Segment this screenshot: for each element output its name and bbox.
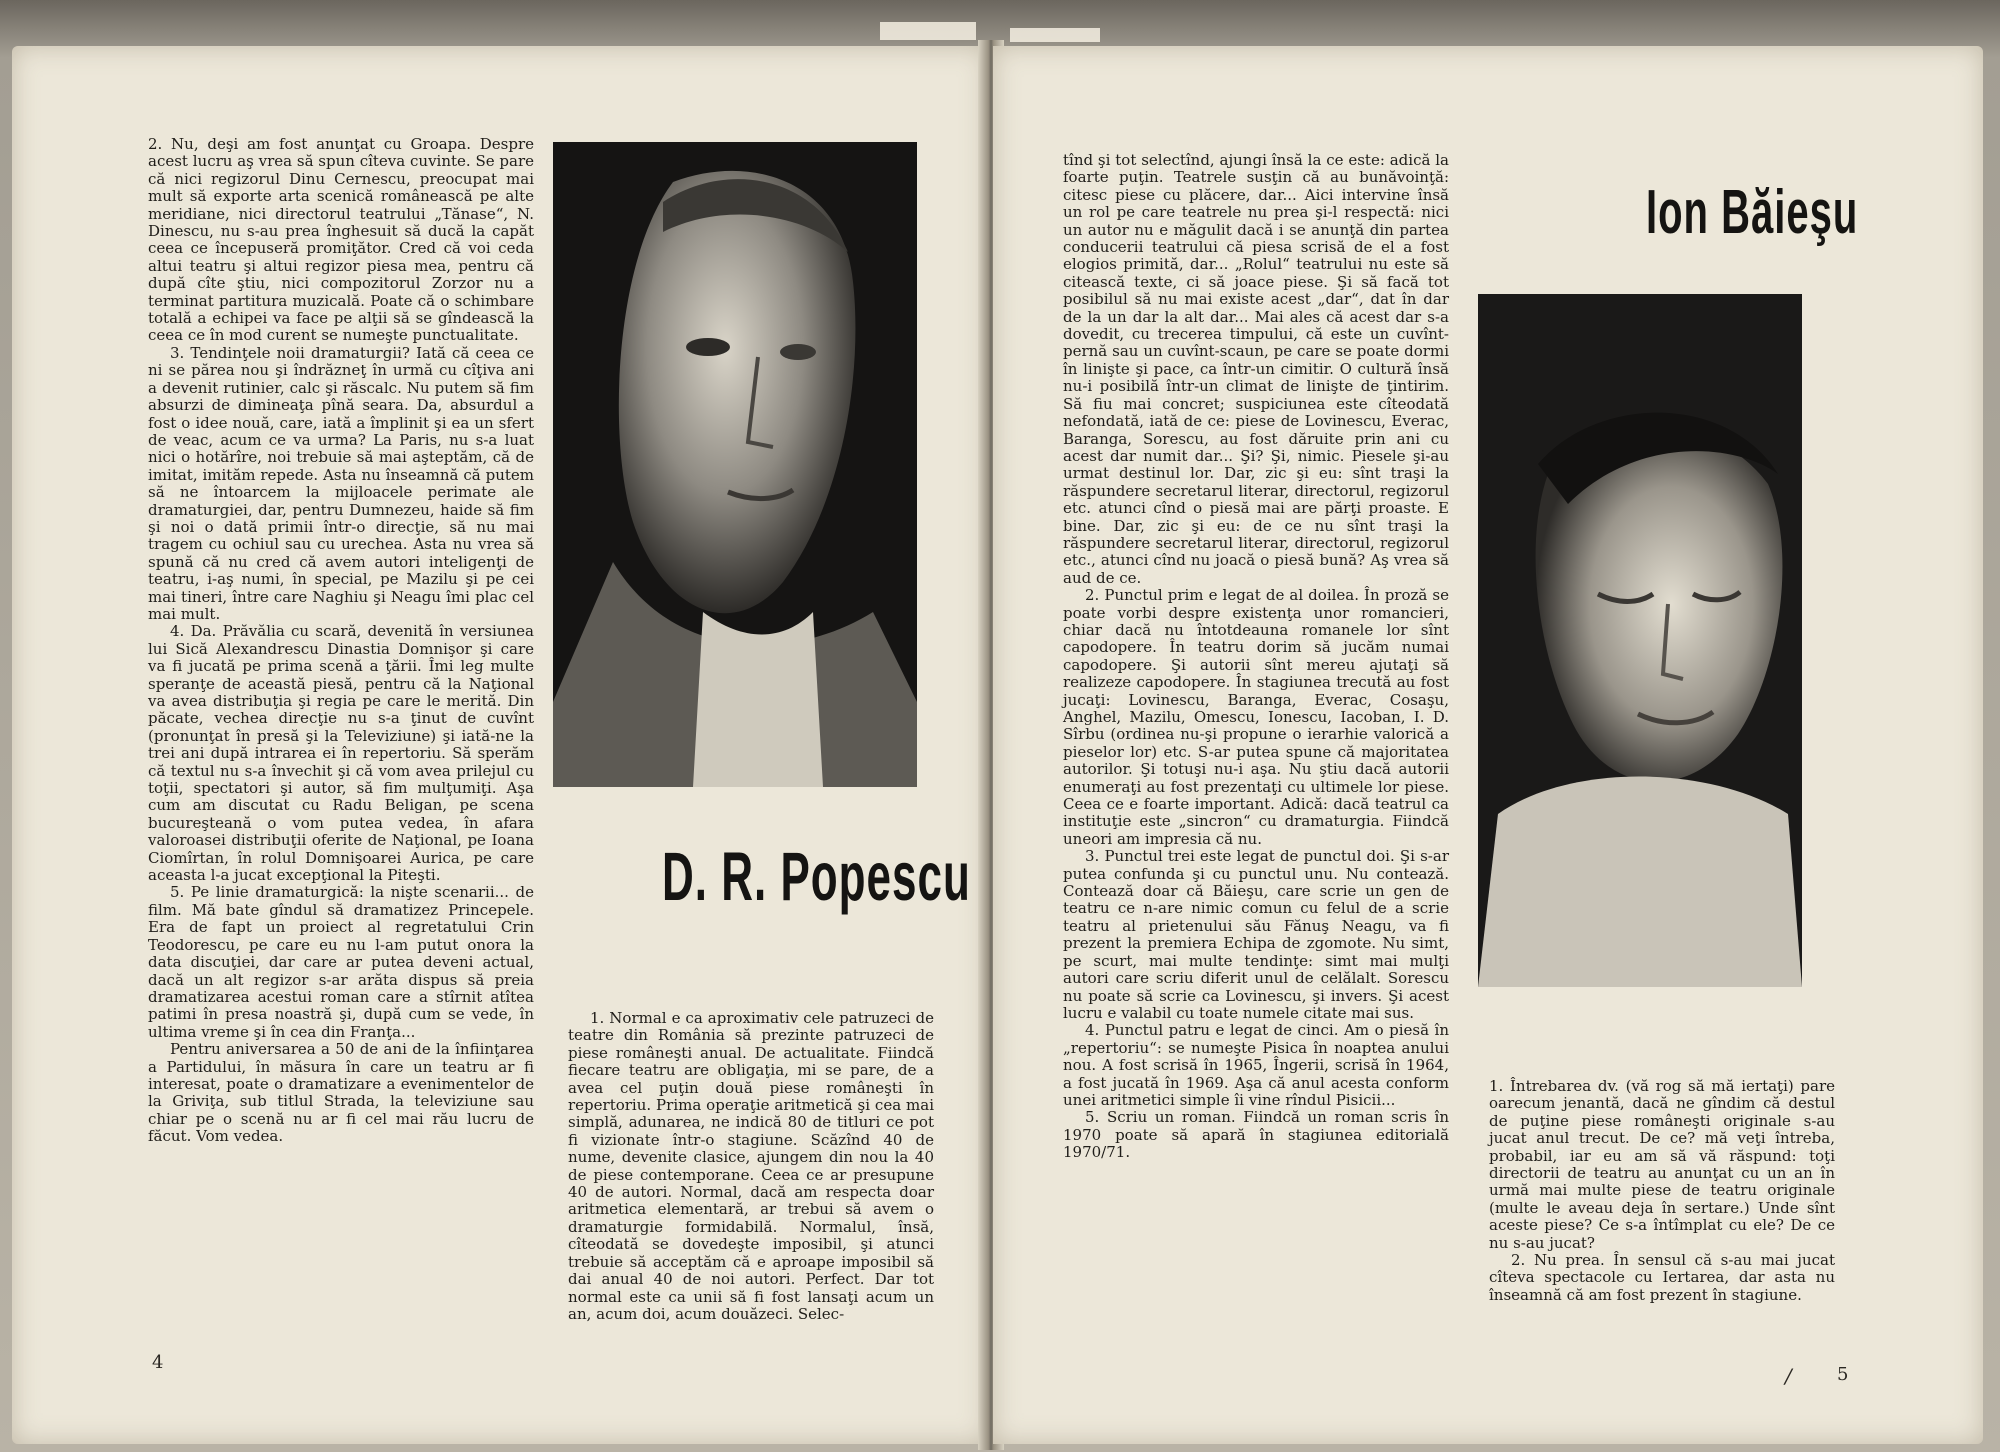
- paragraph: 4. Da. Prăvălia cu scară, devenită în versiunea lui Sică Alexandrescu Dinastia Domnişor şi care va fi jucată pe prima scenă a ţării. Îmi leg multe speranţe de această piesă, pentru că la Naţional va avea distribuţia şi regia pe care le merită. Din păcate, vechea direcţie nu s-a ţinut de cuvînt (pronunţat în presă şi la Televiziune) şi iată-ne la trei ani după intrarea ei în repertoriu. Să sperăm că textul nu s-a învechit şi că vom avea prilejul cu toţii, spectatori şi autor, să fim mulţumiţi. Aşa cum am discutat cu Radu Beligan, pe scena bucureşteană o vom putea vedea, în afara valoroasei distribuţii oferite de Naţional, pe Ioana Ciomîrtan, în rolul Domnişoarei Aurica, pe care aceasta l-a jucat excepţional la Piteşti.: [148, 622, 534, 885]
- page-number-left: 4: [152, 1352, 164, 1373]
- left-page-column-1: [148, 136, 534, 1146]
- paragraph: tînd şi tot selectînd, ajungi însă la ce este: adică la foarte puţin. Teatrele susţin că au bunăvoinţă: citesc piese cu plăcere, dar... Aici intervine însă un rol pe care teatrele nu prea şi-l respectă: nici un autor nu e măgulit dacă i se anunţă din partea conducerii teatrului că piesa scrisă de el a fost elogios primită, dar... „Rolul“ teatrului nu este să citească texte, ci să joace piese. Şi să facă tot posibilul să nu mai existe acest „dar“, dat în dar de la un dar la alt dar... Mai ales că acest dar s-a dovedit, cu trecerea timpului, că este un cuvînt-pernă sau un cuvînt-scaun, pe care se poate dormi în linişte şi pace, ca într-un cimitir. O cultură însă nu-i posibilă într-un climat de linişte de ţintirim. Să fiu mai concret; suspiciunea este cîteodată nefondată, iată de ce: piese de Lovinescu, Everac, Baranga, Sorescu, au fost dăruite prin ani cu acest dar numit dar... Şi? Şi, nimic. Piesele şi-au urmat destinul lor. Dar, zic şi eu: sînt traşi la răspundere secretarul literar, directorul, regizorul etc. atunci cînd o piesă mai are părţi proaste. E bine. Dar, zic şi eu: de ce nu sînt traşi la răspundere secretarul literar, directorul, regizorul etc., atunci cînd nu joacă o piesă bună? Aş vrea să aud de ce.: [1063, 151, 1449, 587]
- author-portrait-popescu: [553, 142, 917, 787]
- paragraph: 4. Punctul patru e legat de cinci. Am o piesă în „repertoriu“: se numeşte Pisica în noaptea anului nou. A fost scrisă în 1965, Îngerii, scrisă în 1964, a fost jucată în 1969. Aşa că anul acesta conform unei aritmetici simple îi vine rîndul Pisicii...: [1063, 1021, 1449, 1109]
- author-name-popescu: D. R. Popescu: [662, 839, 971, 916]
- paragraph: 2. Nu, deşi am fost anunţat cu Groapa. Despre acest lucru aş vrea să spun cîteva cuvinte. Se pare că nici regizorul Dinu Cernescu, preocupat mai mult să exporte arta scenică românească pe alte meridiane, nici directorul teatrului „Tănase“, N. Dinescu, nu s-au prea înghesuit să ducă la capăt ceea ce începuseră promiţător. Cred că voi ceda altui teatru şi altui regizor piesa mea, pentru că după cîte ştiu, nici compozitorul Zorzor nu a terminat partitura muzicală. Poate că o schimbare totală a echipei va face pe alţii să se gîndească la ceea ce în mod curent se numeşte punctualitate.: [148, 135, 534, 345]
- left-page: [12, 46, 987, 1444]
- right-page: [993, 46, 1983, 1444]
- right-page-column-2: [1489, 1078, 1835, 1304]
- author-name-baiesu: Ion Băieşu: [1646, 178, 1859, 248]
- paragraph: 5. Pe linie dramaturgică: la nişte scenarii... de film. Mă bate gîndul să dramatizez Princepele. Era de fapt un proiect al regretatului Crin Teodorescu, pe care eu nu l-am putut onora la data discuţiei, dar care ar putea deveni actual, dacă un alt regizor s-ar arăta dispus să preia dramatizarea acestui roman care a stîrnit atîtea patimi în presa noastră şi, după cum se vede, în ultima vreme şi în cea din Franţa...: [148, 883, 534, 1041]
- paragraph: 3. Tendinţele noii dramaturgii? Iată că ceea ce ni se părea nou şi îndrăzneţ în urmă cu cîţiva ani a devenit rutinier, calc şi răscalc. Nu putem să fim absurzi de dimineaţa pînă seara. Da, absurdul a fost o idee nouă, care, iată a împlinit şi ea un sfert de veac, acum ce va urma? La Paris, nu s-a luat nici o hotărîre, noi trebuie să mai aşteptăm, că de imitat, imităm repede. Asta nu înseamnă că putem să ne întoarcem la mijloacele perimate ale dramaturgiei, dar, pentru Dumnezeu, haide să fim şi noi o dată primii într-o direcţie, să nu mai tragem cu ochiul sau cu urechea. Asta nu vrea să spună că nu cred că avem autori inteligenţi de teatru, i-aş numi, în special, pe Mazilu şi pe cei mai tineri, între care Naghiu şi Neagu îmi plac cel mai mult.: [148, 343, 534, 623]
- top-tape-right: [1010, 28, 1100, 42]
- top-tape-left: [880, 22, 976, 40]
- paragraph: 5. Scriu un roman. Fiindcă un roman scris în 1970 poate să apară în stagiunea editorială 1970/71.: [1063, 1108, 1449, 1162]
- paragraph: 1. Normal e ca aproximativ cele patruzeci de teatre din România să prezinte patruzeci de piese româneşti anual. De actualitate. Fiindcă fiecare teatru are obligaţia, mi se pare, de a avea cel puţin două piese româneşti în repertoriu. Prima operaţie aritmetică şi cea mai simplă, adunarea, ne indică 80 de titluri ce pot fi vizionate într-o stagiune. Scăzînd 40 de nume, devenite clasice, ajungem din nou la 40 de piese contemporane. Ceea ce ar presupune 40 de autori. Normal, dacă am respecta doar aritmetica elementară, ar trebui să avem o dramaturgie formidabilă. Normalul, însă, cîteodată se dovedeşte imposibil, şi atunci trebuie să acceptăm că e aproape imposibil să dai anual 40 de noi autori. Perfect. Dar tot normal este ca unii să fi fost lansaţi acum un an, acum doi, acum douăzeci. Selec-: [568, 1009, 934, 1323]
- paragraph: 3. Punctul trei este legat de punctul doi. Şi s-ar putea confunda şi cu punctul unu. Nu contează. Contează doar că Băieşu, care scrie un gen de teatru ce n-are nimic comun cu felul de a scrie teatru al prietenului său Fănuş Neagu, va fi prezent la premiera Echipa de zgomote. Nu simt, pe scurt, mai multe tendinţe: simt mai mulţi autori care scriu diferit unul de celălalt. Sorescu nu poate să scrie ca Lovinescu, şi invers. Şi acest lucru e valabil cu toate numele citate mai sus.: [1063, 847, 1449, 1022]
- pen-mark: /: [1785, 1364, 1792, 1388]
- paragraph: 2. Nu prea. În sensul că s-au mai jucat cîteva spectacole cu Iertarea, dar asta nu înseamnă că am fost prezent în stagiune.: [1489, 1251, 1835, 1304]
- portrait-photo: [1478, 294, 1802, 987]
- portrait-photo: [553, 142, 917, 787]
- paragraph: 2. Punctul prim e legat de al doilea. În proză se poate vorbi despre existenţa unor romancieri, chiar dacă nu întotdeauna romanele lor sînt capodopere. În teatru dorim să jucăm numai capodopere. Şi autorii sînt mereu ajutaţi să realizeze capodopere. În stagiunea trecută au fost jucaţi: Lovinescu, Baranga, Everac, Cosaşu, Anghel, Mazilu, Omescu, Ionescu, Iacoban, I. D. Sîrbu (ordinea nu-şi propune o ierarhie valorică a pieselor lor) etc. S-ar putea spune că majoritatea autorilor. Şi totuşi nu-i aşa. Nu ştiu dacă autorii enumeraţi au fost prezentaţi cu ultimele lor piese. Ceea ce e foarte important. Adică: dacă teatrul ca instituţie este „sincron“ cu dramaturgia. Fiindcă uneori am impresia că nu.: [1063, 586, 1449, 848]
- paragraph: Pentru aniversarea a 50 de ani de la înfiinţarea a Partidului, în măsura în care un teatru ar fi interesat, poate o dramatizare a evenimentelor de la Griviţa, sub titlul Strada, la televiziune sau chiar pe o scenă nu ar fi cel mai rău lucru de făcut. Vom vedea.: [148, 1040, 534, 1146]
- author-portrait-baiesu: [1478, 294, 1802, 987]
- right-page-column-1: [1063, 152, 1449, 1162]
- paragraph: 1. Întrebarea dv. (vă rog să mă iertaţi) pare oarecum jenantă, dacă ne gîndim că destul de puţine piese româneşti originale s-au jucat anul trecut. De ce? mă veţi întreba, probabil, iar eu am să vă răspund: toţi directorii de teatru au anunţat cu un an în urmă mai multe piese de teatru originale (multe le aveau deja în sertare.) Unde sînt aceste piese? Ce s-a întîmplat cu ele? De ce nu s-au jucat?: [1489, 1077, 1835, 1252]
- left-page-column-2: [568, 1010, 934, 1323]
- page-number-right: 5: [1837, 1364, 1849, 1385]
